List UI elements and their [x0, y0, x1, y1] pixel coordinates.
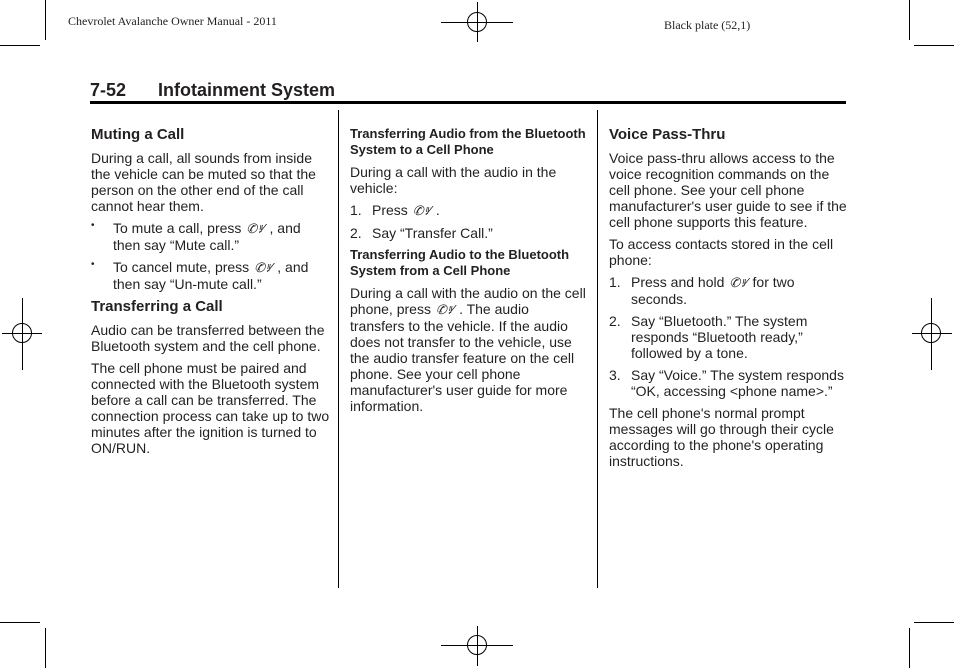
crop-mark — [45, 0, 46, 40]
voice-icon: ᵎᵎ⁄ — [259, 221, 265, 236]
step-number: 3. — [609, 367, 621, 383]
title-rule — [90, 101, 846, 104]
registration-mark — [467, 635, 487, 655]
column-divider — [597, 110, 598, 588]
step-item — [609, 367, 849, 399]
step-item — [350, 225, 586, 241]
text: , and then say “Mute call.” — [113, 220, 301, 253]
paragraph — [609, 150, 849, 230]
paragraph — [91, 322, 331, 354]
text: The cell phone's normal prompt messages will go through their cycle according to the phone's operating instructions. — [609, 405, 834, 469]
text: Audio can be transferred between the Bluetooth system and the cell phone. — [91, 322, 325, 354]
text: The cell phone must be paired and connected with the Bluetooth system before a call can be transferred. The connection process can take up to two minutes after the ignition is turned to ON/RUN. — [91, 360, 330, 456]
text: Press — [372, 202, 408, 218]
text: . The audio transfers to the vehicle. If the audio does not transfer to the vehicle, use the audio transfer feature on the cell phone. See your cell phone manufacturer's user guide for more information. — [350, 301, 575, 414]
column-3 — [609, 126, 849, 475]
step-item — [350, 202, 586, 219]
crop-mark — [914, 45, 954, 46]
section-heading: Transferring a Call — [91, 298, 223, 315]
paragraph — [609, 236, 849, 268]
column-2 — [350, 126, 586, 420]
step-number: 1. — [350, 202, 362, 218]
crop-mark — [0, 45, 40, 46]
text: To mute a call, press — [113, 220, 242, 236]
section-heading: Voice Pass-Thru — [609, 126, 726, 143]
crop-mark — [45, 628, 46, 668]
section-heading: Muting a Call — [91, 126, 185, 143]
text: Press and hold — [631, 274, 725, 290]
subsection-heading: Transferring Audio from the Bluetooth System to a Cell Phone — [350, 126, 586, 157]
registration-mark — [12, 323, 32, 343]
phone-icon: ✆ — [412, 203, 424, 218]
registration-mark — [467, 12, 487, 32]
step-item — [609, 313, 849, 361]
text: To access contacts stored in the cell phone: — [609, 236, 834, 268]
voice-icon: ᵎᵎ⁄ — [742, 275, 748, 290]
page-title — [90, 80, 335, 101]
bullet-item — [91, 259, 331, 292]
header-right: Black plate (52,1) — [664, 18, 751, 32]
text: Say “Bluetooth.” The system responds “Bluetooth ready,” followed by a tone. — [631, 313, 808, 361]
phone-icon: ✆ — [435, 302, 447, 317]
subsection-heading: Transferring Audio to the Bluetooth System from a Cell Phone — [350, 247, 570, 278]
crop-mark — [909, 628, 910, 668]
text: Voice pass-thru allows access to the voice recognition commands on the cell phone. See your cell phone manufacturer's user guide to see if the cell phone supports this feature. — [609, 150, 847, 230]
voice-icon: ᵎᵎ⁄ — [448, 302, 455, 317]
step-item — [609, 274, 849, 307]
text: Say “Transfer Call.” — [372, 225, 493, 241]
paragraph — [350, 164, 586, 196]
step-number: 1. — [609, 274, 621, 290]
text: During a call, all sounds from inside the vehicle can be muted so that the person on the other end of the call cannot hear them. — [91, 150, 316, 214]
section-title: Infotainment System — [158, 80, 336, 100]
bullet-marker: • — [91, 220, 95, 231]
step-number: 2. — [609, 313, 621, 329]
registration-mark — [921, 323, 941, 343]
crop-mark — [909, 0, 910, 40]
step-number: 2. — [350, 225, 362, 241]
paragraph — [91, 150, 331, 214]
text: . — [435, 202, 440, 218]
bullet-item — [91, 220, 331, 253]
column-1 — [91, 126, 331, 462]
voice-icon: ᵎᵎ⁄ — [266, 260, 273, 275]
phone-icon: ✆ — [254, 260, 265, 275]
text: During a call with the audio in the vehicle: — [350, 164, 557, 196]
text: for two seconds. — [631, 274, 795, 307]
paragraph — [91, 360, 331, 456]
voice-icon: ᵎᵎ⁄ — [425, 203, 432, 218]
page-number: 7-52 — [90, 80, 127, 100]
text: During a call with the audio on the cell phone, press — [350, 285, 586, 317]
text: , and then say “Un-mute call.” — [113, 259, 309, 292]
bullet-marker: • — [91, 259, 95, 270]
text: Say “Voice.” The system responds “OK, accessing <phone name>.” — [631, 367, 844, 399]
header-left: Chevrolet Avalanche Owner Manual - 2011 — [68, 14, 277, 28]
crop-mark — [0, 622, 40, 623]
paragraph — [350, 285, 586, 414]
column-divider — [338, 110, 339, 588]
crop-mark — [914, 622, 954, 623]
text: To cancel mute, press — [113, 259, 250, 275]
phone-icon: ✆ — [729, 275, 741, 290]
paragraph — [609, 405, 849, 469]
phone-icon: ✆ — [246, 221, 258, 236]
